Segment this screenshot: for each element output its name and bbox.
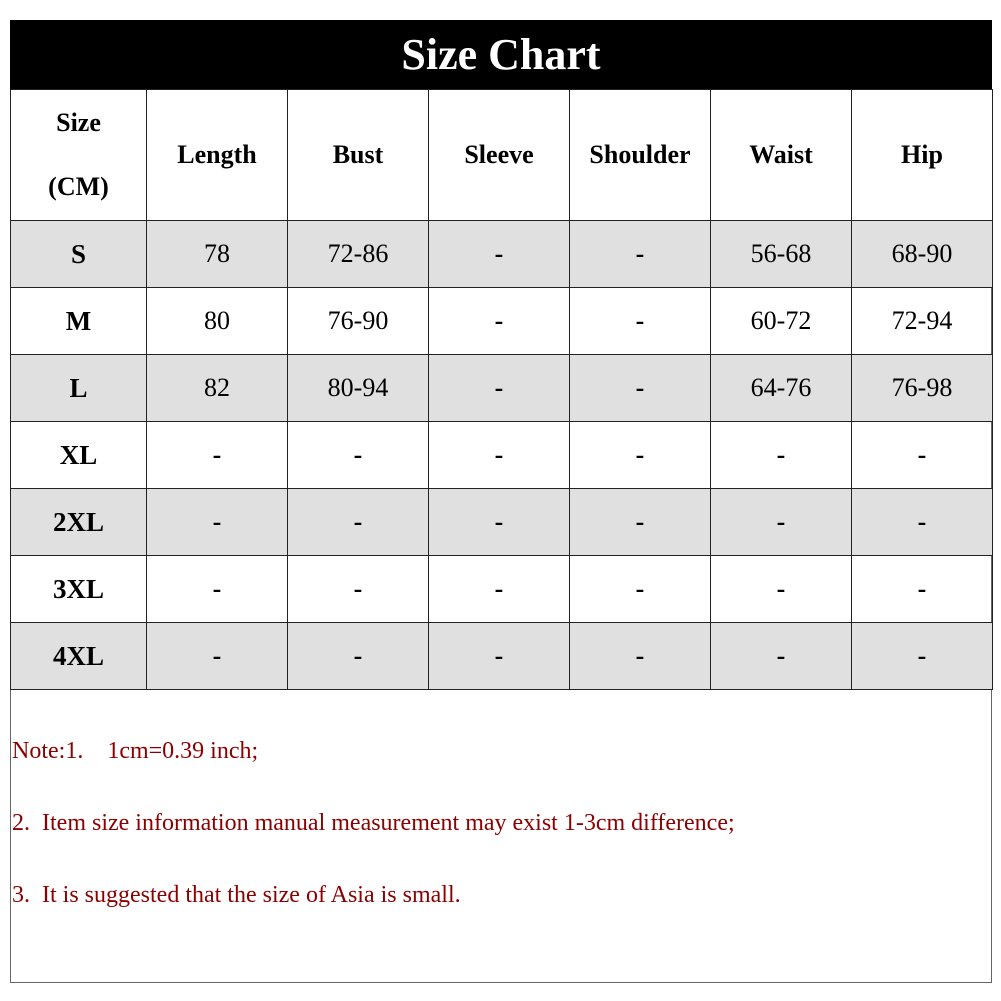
size-cell: M	[11, 288, 147, 355]
table-cell: 80	[147, 288, 288, 355]
table-cell: -	[288, 556, 429, 623]
table-cell: -	[570, 623, 711, 690]
table-cell: -	[288, 489, 429, 556]
table-cell: -	[429, 422, 570, 489]
table-row	[11, 623, 993, 690]
page-title	[10, 20, 992, 89]
table-cell: -	[147, 623, 288, 690]
notes	[12, 715, 735, 931]
header-size	[11, 90, 147, 221]
table-body	[11, 221, 993, 690]
table-cell: -	[147, 489, 288, 556]
table-cell: 78	[147, 221, 288, 288]
header-sleeve: Sleeve	[429, 90, 570, 221]
note-line: Note:1. 1cm=0.39 inch;	[12, 738, 259, 764]
size-cell: L	[11, 355, 147, 422]
table-cell: -	[852, 623, 993, 690]
size-table	[10, 89, 993, 690]
size-cell: S	[11, 221, 147, 288]
header-length: Length	[147, 90, 288, 221]
table-cell: -	[852, 556, 993, 623]
table-cell: 82	[147, 355, 288, 422]
table-cell: -	[711, 422, 852, 489]
note-line: 3. It is suggested that the size of Asia is small.	[12, 882, 461, 908]
table-cell: 76-90	[288, 288, 429, 355]
title-text: Size Chart	[401, 30, 601, 79]
table-cell: -	[429, 623, 570, 690]
table-cell: -	[570, 422, 711, 489]
table-cell: -	[288, 422, 429, 489]
size-cell: 2XL	[11, 489, 147, 556]
table-cell: -	[852, 489, 993, 556]
table-cell: -	[429, 355, 570, 422]
size-cell: 4XL	[11, 623, 147, 690]
table-cell: 76-98	[852, 355, 993, 422]
note-line: 2. Item size information manual measurement may exist 1-3cm difference;	[12, 810, 735, 836]
table-cell: -	[429, 489, 570, 556]
table-row	[11, 355, 993, 422]
table-cell: -	[429, 221, 570, 288]
table-cell: -	[711, 489, 852, 556]
table-row	[11, 422, 993, 489]
table-cell: -	[711, 556, 852, 623]
table-row	[11, 221, 993, 288]
size-cell: XL	[11, 422, 147, 489]
header-shoulder: Shoulder	[570, 90, 711, 221]
table-cell: -	[570, 489, 711, 556]
table-cell: -	[852, 422, 993, 489]
table-cell: -	[429, 288, 570, 355]
header-waist: Waist	[711, 90, 852, 221]
table-cell: -	[570, 556, 711, 623]
table-cell: -	[147, 422, 288, 489]
table-header-row	[11, 90, 993, 221]
header-bust: Bust	[288, 90, 429, 221]
table-cell: 60-72	[711, 288, 852, 355]
table-cell: 68-90	[852, 221, 993, 288]
table-row	[11, 489, 993, 556]
header-hip: Hip	[852, 90, 993, 221]
table-cell: 56-68	[711, 221, 852, 288]
header-size-unit: (CM)	[48, 172, 109, 201]
size-cell: 3XL	[11, 556, 147, 623]
table-cell: 80-94	[288, 355, 429, 422]
table-cell: -	[570, 221, 711, 288]
table-cell: -	[288, 623, 429, 690]
table-cell: 64-76	[711, 355, 852, 422]
table-cell: -	[711, 623, 852, 690]
table-cell: -	[570, 355, 711, 422]
table-row	[11, 288, 993, 355]
header-size-label: Size	[56, 108, 101, 137]
table-cell: -	[147, 556, 288, 623]
table-cell: 72-86	[288, 221, 429, 288]
table-cell: 72-94	[852, 288, 993, 355]
table-cell: -	[570, 288, 711, 355]
table-row	[11, 556, 993, 623]
table-cell: -	[429, 556, 570, 623]
